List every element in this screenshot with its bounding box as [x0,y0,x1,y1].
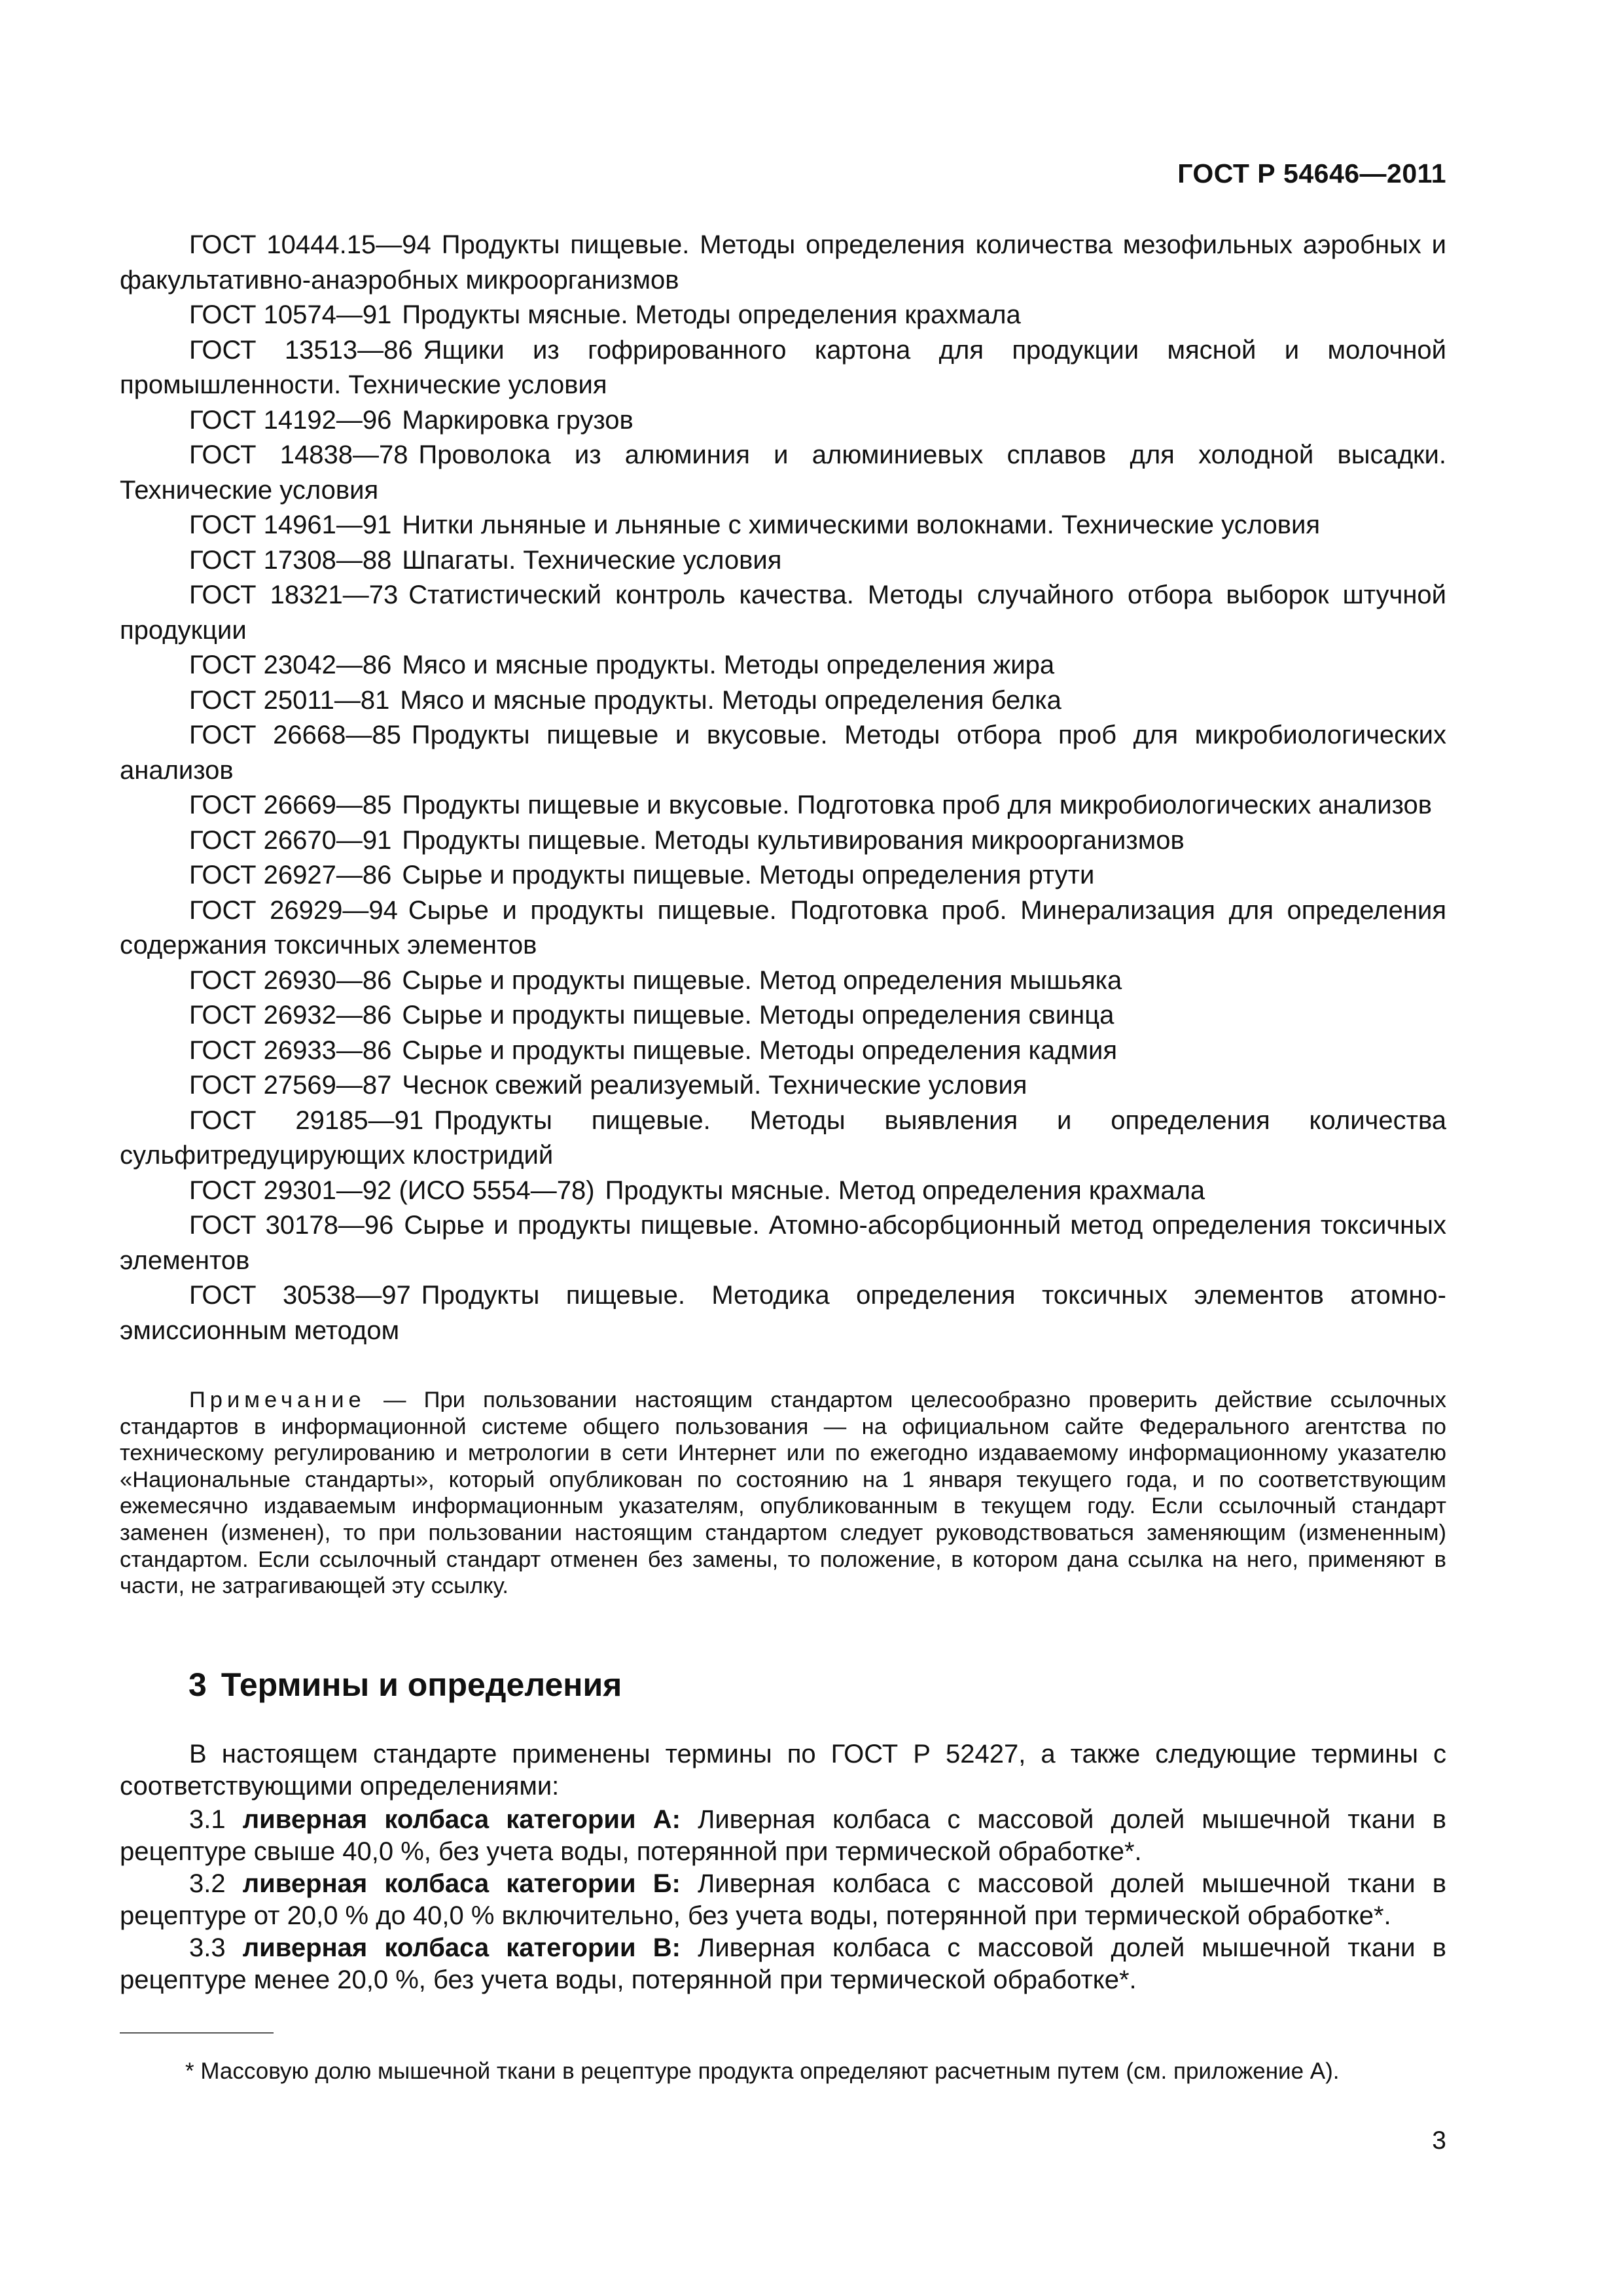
reference-code: ГОСТ 17308—88 [189,545,392,575]
term-number: 3.1 [189,1805,226,1834]
terms-section [120,1738,1446,1996]
reference-title: Сырье и продукты пищевые. Подготовка проб. Минерализация для определения содержания токсичных элементов [120,895,1446,960]
reference-item [120,403,1446,439]
reference-title: Продукты пищевые. Методы культивирования микроорганизмов [402,825,1185,855]
reference-code: ГОСТ 29301—92 (ИСО 5554—78) [189,1175,595,1205]
reference-title: Продукты пищевые и вкусовые. Методы отбора проб для микробиологических анализов [120,721,1446,785]
reference-item [120,683,1446,719]
reference-item [120,1208,1446,1278]
reference-code: ГОСТ 10574—91 [189,300,392,329]
term-name: ливерная колбаса категории А: [242,1805,681,1834]
reference-item [120,1174,1446,1209]
reference-code: ГОСТ 26668—85 [189,721,401,749]
term-name: ливерная колбаса категории В: [242,1933,681,1962]
reference-item [120,228,1446,298]
reference-title: Нитки льняные и льняные с химическими волокнами. Технические условия [402,511,1320,539]
reference-item [120,823,1446,859]
reference-code: ГОСТ 30178—96 [189,1211,394,1240]
reference-title: Сырье и продукты пищевые. Методы определения свинца [402,1001,1115,1030]
reference-item [120,298,1446,333]
footnote-divider [120,2032,274,2034]
reference-title: Маркировка грузов [402,405,633,435]
section-title: Термины и определения [221,1666,622,1703]
reference-title: Продукты пищевые. Методы определения количества мезофильных аэробных и факультативно-анаэробных микроорганизмов [120,230,1446,295]
term-definition [120,1868,1446,1932]
reference-item [120,333,1446,403]
reference-code: ГОСТ 14192—96 [189,405,392,435]
reference-title: Сырье и продукты пищевые. Атомно-абсорбционный метод определения токсичных элементов [120,1211,1446,1275]
reference-code: ГОСТ 30538—97 [189,1281,411,1310]
reference-item [120,718,1446,788]
reference-code: ГОСТ 14961—91 [189,511,392,539]
reference-item [120,508,1446,543]
reference-title: Мясо и мясные продукты. Методы определения белка [400,685,1061,715]
reference-code: ГОСТ 26669—85 [189,791,392,819]
document-id: ГОСТ Р 54646—2011 [1177,158,1446,188]
reference-code: ГОСТ 26930—86 [189,965,392,995]
reference-item [120,578,1446,648]
note-text: — При пользовании настоящим стандартом целесообразно проверить действие ссылочных стандартов в информационной системе общего пользования — на официальном сайте Федерального агентства по техническому регулированию и метрологии в сети Интернет или по ежегодно издаваемому информационному указателю «Национальные стандарты», который опубликован по состоянию на 1 января текущего года, и по соответствующим ежемесячно издаваемым информационным указателям, опубликованным в текущем году. Если ссылочный стандарт заменен (изменен), то при пользовании настоящим стандартом следует руководствоваться заменяющим (измененным) стандартом. Если ссылочный стандарт отменен без замены, то положение, в котором дана ссылка на него, применяют в части, не затрагивающей эту ссылку. [120,1388,1446,1599]
term-text: Ливерная колбаса с массовой долей мышечной ткани в рецептуре свыше 40,0 %, без учета воды, потерянной при термической обработке*. [120,1805,1447,1866]
term-number: 3.2 [189,1869,226,1898]
reference-code: ГОСТ 26927—86 [189,861,392,889]
reference-title: Чеснок свежий реализуемый. Технические условия [402,1071,1027,1100]
normative-references-list [120,228,1446,1348]
reference-title: Продукты пищевые и вкусовые. Подготовка проб для микробиологических анализов [402,791,1433,819]
reference-code: ГОСТ 29185—91 [189,1105,424,1135]
reference-title: Сырье и продукты пищевые. Методы определения ртути [402,861,1095,889]
reference-item [120,648,1446,683]
reference-code: ГОСТ 26929—94 [189,895,398,925]
terms-intro: В настоящем стандарте применены термины по ГОСТ Р 52427, а также следующие термины с соответствующими определениями: [120,1740,1446,1801]
reference-code: ГОСТ 25011—81 [189,685,390,715]
reference-code: ГОСТ 27569—87 [189,1071,392,1100]
reference-item [120,1278,1446,1348]
reference-item [120,858,1446,893]
reference-item [120,893,1446,963]
term-definition [120,1804,1446,1868]
reference-title: Продукты пищевые. Методика определения токсичных элементов атомно-эмиссионным методом [120,1281,1446,1345]
reference-item [120,543,1446,579]
reference-item [120,963,1446,999]
reference-title: Статистический контроль качества. Методы случайного отбора выборок штучной продукции [120,581,1447,645]
reference-item [120,998,1446,1033]
reference-item [120,1033,1446,1069]
reference-title: Проволока из алюминия и алюминиевых сплавов для холодной высадки. Технические условия [120,440,1446,505]
reference-item [120,788,1446,823]
page-number: 3 [1432,2126,1446,2155]
reference-title: Мясо и мясные продукты. Методы определения жира [402,651,1055,679]
reference-item [120,1103,1446,1174]
reference-code: ГОСТ 23042—86 [189,651,392,679]
section-heading [188,1666,622,1704]
term-name: ливерная колбаса категории Б: [242,1869,681,1898]
note-label: Примечание [189,1388,366,1412]
reference-code: ГОСТ 26933—86 [189,1035,392,1065]
note-paragraph [120,1387,1446,1600]
reference-code: ГОСТ 14838—78 [189,440,408,469]
reference-title: Шпагаты. Технические условия [402,545,782,575]
reference-title: Продукты мясные. Методы определения крахмала [402,300,1021,329]
term-text: Ливерная колбаса с массовой долей мышечной ткани в рецептуре от 20,0 % до 40,0 % включительно, без учета воды, потерянной при термической обработке*. [120,1869,1446,1930]
reference-title: Продукты мясные. Метод определения крахмала [605,1175,1205,1205]
reference-code: ГОСТ 26670—91 [189,825,392,855]
section-number: 3 [188,1666,207,1703]
term-definition [120,1932,1446,1996]
reference-title: Ящики из гофрированного картона для продукции мясной и молочной промышленности. Технические условия [120,335,1446,399]
term-text: Ливерная колбаса с массовой долей мышечной ткани в рецептуре менее 20,0 %, без учета воды, потерянной при термической обработке*. [120,1933,1447,1994]
reference-code: ГОСТ 26932—86 [189,1001,392,1030]
reference-item [120,1068,1446,1103]
term-number: 3.3 [189,1933,226,1962]
reference-item [120,438,1446,508]
reference-code: ГОСТ 13513—86 [189,335,413,365]
reference-code: ГОСТ 10444.15—94 [189,230,431,259]
reference-title: Продукты пищевые. Методы выявления и определения количества сульфитредуцирующих клостридий [120,1105,1446,1170]
reference-title: Сырье и продукты пищевые. Методы определения кадмия [402,1035,1117,1065]
footnote: * Массовую долю мышечной ткани в рецептуре продукта определяют расчетным путем (см. приложение А). [185,2058,1340,2084]
reference-code: ГОСТ 18321—73 [189,581,399,609]
reference-title: Сырье и продукты пищевые. Метод определения мышьяка [402,965,1122,995]
